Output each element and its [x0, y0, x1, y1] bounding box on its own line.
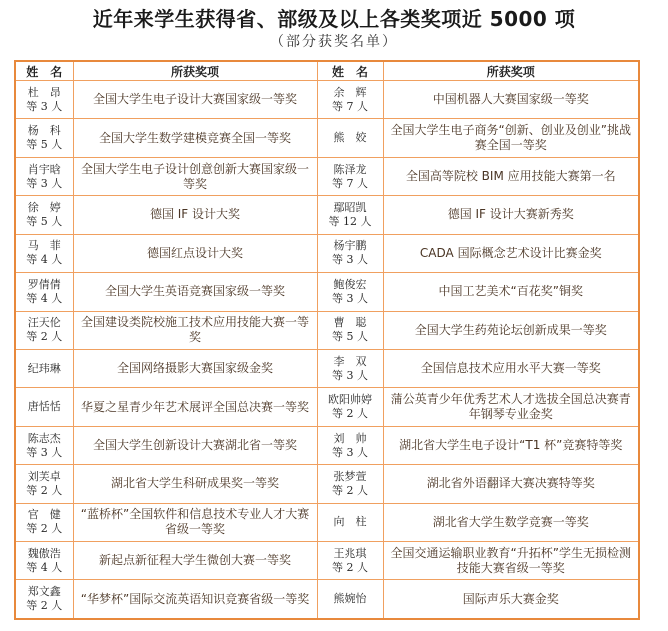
left-award-cell: 全国大学生数学建模竞赛全国一等奖 — [73, 119, 317, 157]
right-name-cell: 熊婉怡 — [317, 580, 383, 619]
right-name-cell: 鄢昭凯 等 12 人 — [317, 196, 383, 234]
header-award-left: 所获奖项 — [73, 61, 317, 81]
left-name-cell: 纪玮琳 — [15, 349, 73, 387]
left-name-cell: 肖宇晗 等 3 人 — [15, 157, 73, 195]
table-row — [15, 349, 639, 387]
left-name-cell: 徐 婷 等 5 人 — [15, 196, 73, 234]
right-award-cell: 中国工艺美术“百花奖”铜奖 — [383, 273, 639, 311]
left-name-cell: 马 菲 等 4 人 — [15, 234, 73, 272]
left-name-cell: 陈志杰 等 3 人 — [15, 426, 73, 464]
table-row — [15, 81, 639, 119]
right-name-cell: 余 辉 等 7 人 — [317, 81, 383, 119]
left-award-cell: 全国建设类院校施工技术应用技能大赛一等奖 — [73, 311, 317, 349]
left-name-cell: 罗倩倩 等 4 人 — [15, 273, 73, 311]
left-award-cell: 湖北省大学生科研成果奖一等奖 — [73, 465, 317, 503]
right-name-cell: 熊 姣 — [317, 119, 383, 157]
left-award-cell: 德国 IF 设计大奖 — [73, 196, 317, 234]
left-award-cell: 全国网络摄影大赛国家级金奖 — [73, 349, 317, 387]
left-award-cell: 全国大学生电子设计创意创新大赛国家级一等奖 — [73, 157, 317, 195]
left-award-cell: 新起点新征程大学生微创大赛一等奖 — [73, 542, 317, 580]
right-award-cell: 全国信息技术应用水平大赛一等奖 — [383, 349, 639, 387]
right-award-cell: 蒲公英青少年优秀艺术人才选拔全国总决赛青年钢琴专业金奖 — [383, 388, 639, 426]
left-name-cell: 杨 科 等 5 人 — [15, 119, 73, 157]
left-award-cell: 德国红点设计大奖 — [73, 234, 317, 272]
right-award-cell: 国际声乐大赛金奖 — [383, 580, 639, 619]
header-name-left: 姓 名 — [15, 61, 73, 81]
right-name-cell: 王兆琪 等 2 人 — [317, 542, 383, 580]
table-row — [15, 388, 639, 426]
right-award-cell: 德国 IF 设计大赛新秀奖 — [383, 196, 639, 234]
table-row — [15, 311, 639, 349]
right-award-cell: 全国交通运输职业教育“升拓杯”学生无损检测技能大赛省级一等奖 — [383, 542, 639, 580]
left-name-cell: 汪天伦 等 2 人 — [15, 311, 73, 349]
right-award-cell: 全国大学生药苑论坛创新成果一等奖 — [383, 311, 639, 349]
right-name-cell: 李 双 等 3 人 — [317, 349, 383, 387]
right-name-cell: 曹 聪 等 5 人 — [317, 311, 383, 349]
awards-table — [14, 60, 640, 620]
left-name-cell: 郑文鑫 等 2 人 — [15, 580, 73, 619]
left-name-cell: 杜 昂 等 3 人 — [15, 81, 73, 119]
right-award-cell: 湖北省外语翻译大赛决赛特等奖 — [383, 465, 639, 503]
table-row — [15, 273, 639, 311]
table-row — [15, 426, 639, 464]
header-award-right: 所获奖项 — [383, 61, 639, 81]
right-name-cell: 张梦萱 等 2 人 — [317, 465, 383, 503]
table-row — [15, 157, 639, 195]
left-name-cell: 刘芙卓 等 2 人 — [15, 465, 73, 503]
table-row — [15, 503, 639, 541]
right-award-cell: 湖北省大学生数学竞赛一等奖 — [383, 503, 639, 541]
right-award-cell: CADA 国际概念艺术设计比赛金奖 — [383, 234, 639, 272]
table-row — [15, 542, 639, 580]
left-award-cell: “华梦杯”国际交流英语知识竞赛省级一等奖 — [73, 580, 317, 619]
table-row — [15, 580, 639, 619]
table-row — [15, 234, 639, 272]
right-name-cell: 刘 帅 等 3 人 — [317, 426, 383, 464]
right-award-cell: 中国机器人大赛国家级一等奖 — [383, 81, 639, 119]
left-award-cell: 全国大学生英语竞赛国家级一等奖 — [73, 273, 317, 311]
left-award-cell: 华夏之星青少年艺术展评全国总决赛一等奖 — [73, 388, 317, 426]
right-award-cell: 湖北省大学生电子设计“T1 杯”竞赛特等奖 — [383, 426, 639, 464]
right-name-cell: 陈泽龙 等 7 人 — [317, 157, 383, 195]
right-name-cell: 鲍俊宏 等 3 人 — [317, 273, 383, 311]
right-name-cell: 向 柱 — [317, 503, 383, 541]
right-name-cell: 杨宇鹏 等 3 人 — [317, 234, 383, 272]
awards-body — [15, 81, 639, 620]
table-row — [15, 196, 639, 234]
table-row — [15, 465, 639, 503]
left-name-cell: 唐恬恬 — [15, 388, 73, 426]
left-award-cell: “蓝桥杯”全国软件和信息技术专业人才大赛省级一等奖 — [73, 503, 317, 541]
page-title: 近年来学生获得省、部级及以上各类奖项近 5000 项 — [92, 7, 576, 31]
left-name-cell: 魏傲浩 等 4 人 — [15, 542, 73, 580]
header-name-right: 姓 名 — [317, 61, 383, 81]
header-row — [15, 61, 639, 81]
right-award-cell: 全国高等院校 BIM 应用技能大赛第一名 — [383, 157, 639, 195]
left-name-cell: 官 健 等 2 人 — [15, 503, 73, 541]
table-row — [15, 119, 639, 157]
right-award-cell: 全国大学生电子商务“创新、创业及创业”挑战赛全国一等奖 — [383, 119, 639, 157]
right-name-cell: 欧阳帅婷 等 2 人 — [317, 388, 383, 426]
left-award-cell: 全国大学生创新设计大赛湖北省一等奖 — [73, 426, 317, 464]
left-award-cell: 全国大学生电子设计大赛国家级一等奖 — [73, 81, 317, 119]
page-subtitle: （部分获奖名单） — [270, 34, 398, 50]
